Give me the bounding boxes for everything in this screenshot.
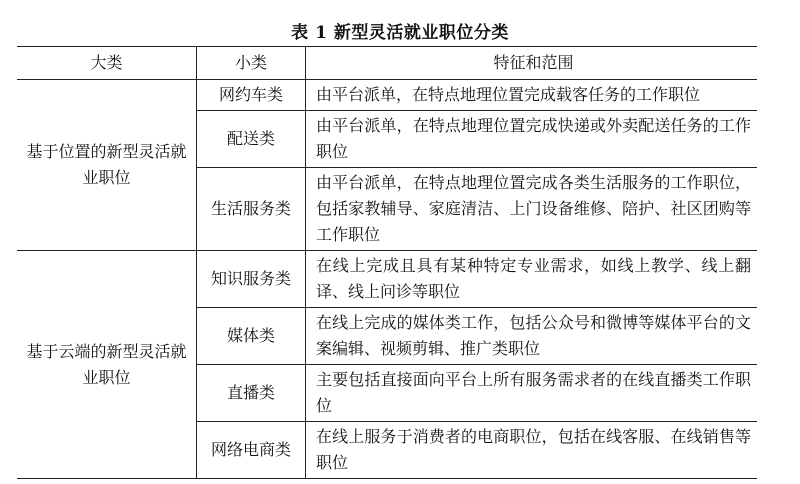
table-row (17, 251, 757, 308)
header-row (17, 47, 757, 80)
job-classification-table (17, 46, 757, 479)
row-desc: 主要包括直接面向平台上所有服务需求者的在线直播类工作职位 (306, 365, 758, 422)
table-row (17, 80, 757, 111)
header-minor: 小类 (197, 47, 306, 80)
row-desc: 在线上服务于消费者的电商职位，包括在线客服、在线销售等职位 (306, 422, 758, 479)
row-desc: 在线上完成且具有某种特定专业需求，如线上教学、线上翻译、线上问诊等职位 (306, 251, 758, 308)
table-title: 表 1 新型灵活就业职位分类 (291, 23, 509, 43)
row-desc: 由平台派单，在特点地理位置完成载客任务的工作职位 (306, 80, 758, 111)
header-major: 大类 (17, 47, 197, 80)
row-desc: 在线上完成的媒体类工作，包括公众号和微博等媒体平台的文案编辑、视频剪辑、推广类职位 (306, 308, 758, 365)
group-major-location: 基于位置的新型灵活就业职位 (17, 80, 197, 251)
header-desc: 特征和范围 (306, 47, 758, 80)
row-desc: 由平台派单，在特点地理位置完成快递或外卖配送任务的工作职位 (306, 111, 758, 168)
row-minor: 网约车类 (197, 80, 306, 111)
row-minor: 生活服务类 (197, 168, 306, 251)
row-minor: 知识服务类 (197, 251, 306, 308)
row-minor: 网络电商类 (197, 422, 306, 479)
row-desc: 由平台派单，在特点地理位置完成各类生活服务的工作职位，包括家教辅导、家庭清洁、上门设备维修、陪护、社区团购等工作职位 (306, 168, 758, 251)
row-minor: 直播类 (197, 365, 306, 422)
row-minor: 配送类 (197, 111, 306, 168)
row-minor: 媒体类 (197, 308, 306, 365)
group-major-cloud: 基于云端的新型灵活就业职位 (17, 251, 197, 479)
